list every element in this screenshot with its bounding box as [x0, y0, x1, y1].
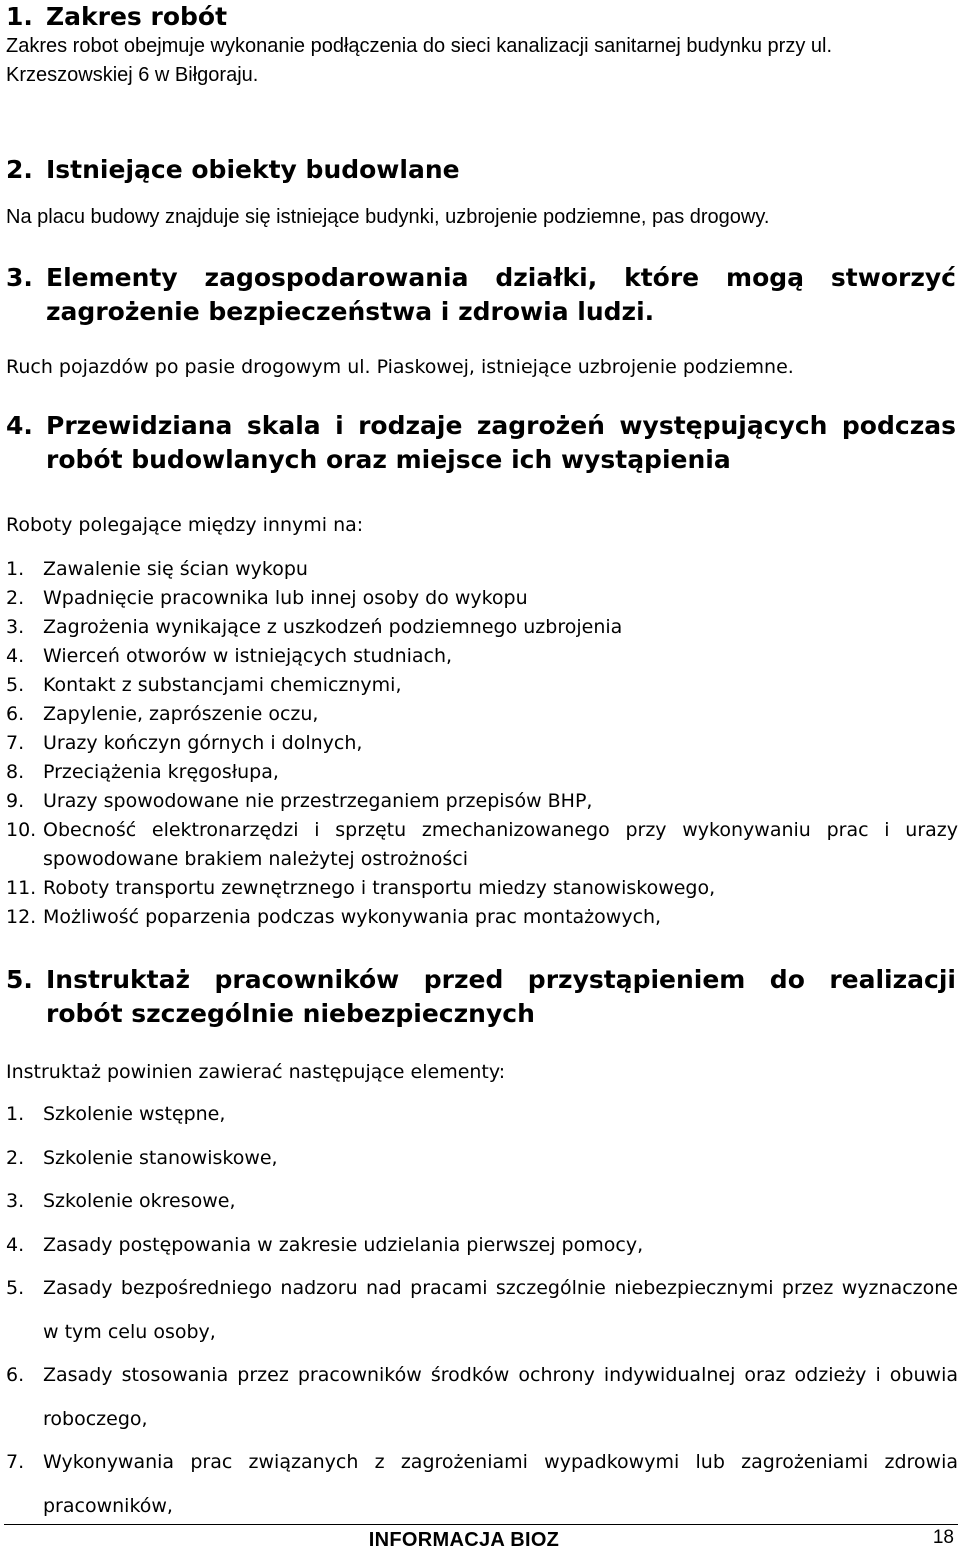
item-number: 10. — [6, 819, 37, 841]
list-item — [6, 613, 958, 642]
item-number: 3. — [6, 616, 25, 638]
section-number: 1. — [6, 2, 33, 31]
footer-rule — [4, 1524, 958, 1525]
page-number: 18 — [932, 1527, 954, 1548]
item-number: 12. — [6, 906, 37, 928]
item-number: 6. — [6, 1364, 25, 1386]
list-item — [6, 758, 958, 787]
list-item — [6, 555, 958, 584]
list-item — [6, 874, 958, 903]
item-text: Roboty transportu zewnętrznego i transportu miedzy stanowiskowego, — [43, 877, 716, 899]
section-title: Elementy zagospodarowania działki, które mogą stworzyć zagrożenie bezpieczeństwa i zdrowia ludzi. — [46, 263, 956, 326]
section-1-body: Zakres robot obejmuje wykonanie podłączenia do sieci kanalizacji sanitarnej budynku przy ul. Krzeszowskiej 6 w Biłgoraju. — [6, 35, 833, 86]
item-text: Wpadnięcie pracownika lub innej osoby do wykopu — [43, 587, 528, 609]
section-number: 4. — [6, 411, 33, 440]
list-item — [6, 642, 958, 671]
item-text: Obecność elektronarzędzi i sprzętu zmechanizowanego przy wykonywaniu prac i urazy spowodowane brakiem należytej ostrożności — [43, 819, 958, 870]
list-item — [6, 1354, 958, 1441]
list-item — [6, 1224, 958, 1268]
item-number: 1. — [6, 558, 25, 580]
list-item — [6, 1137, 958, 1181]
list-item — [6, 1093, 958, 1137]
list-item — [6, 816, 958, 874]
item-text: Wierceń otworów w istniejących studniach, — [43, 645, 453, 667]
section-title: Zakres robót — [46, 2, 228, 31]
item-number: 2. — [6, 587, 25, 609]
item-text: Zasady stosowania przez pracowników środków ochrony indywidualnej oraz odzieży i obuwia roboczego, — [43, 1364, 958, 1430]
item-number: 9. — [6, 790, 25, 812]
list-item — [6, 1441, 958, 1528]
item-text: Szkolenie stanowiskowe, — [43, 1146, 278, 1169]
section-3-heading — [6, 261, 956, 329]
item-number: 7. — [6, 1451, 25, 1473]
section-2-heading — [6, 153, 956, 187]
section-4-heading — [6, 409, 956, 477]
item-number: 4. — [6, 645, 25, 667]
item-text: Zasady postępowania w zakresie udzielania pierwszej pomocy, — [43, 1233, 644, 1256]
training-list — [6, 1093, 958, 1528]
item-text: Szkolenie okresowe, — [43, 1190, 236, 1212]
list-item — [6, 787, 958, 816]
item-number: 5. — [6, 1277, 25, 1299]
item-text: Wykonywania prac związanych z zagrożeniami wypadkowymi lub zagrożeniami zdrowia pracowników, — [43, 1451, 958, 1517]
section-title: Istniejące obiekty budowlane — [46, 155, 460, 184]
item-text: Zapylenie, zaprószenie oczu, — [43, 703, 319, 725]
item-number: 6. — [6, 703, 25, 725]
item-number: 11. — [6, 877, 37, 899]
footer-title: INFORMACJA BIOZ — [368, 1529, 560, 1551]
section-title: Instruktaż pracowników przed przystąpieniem do realizacji robót szczególnie niebezpiecznych — [46, 965, 956, 1028]
item-text: Zagrożenia wynikające z uszkodzeń podziemnego uzbrojenia — [43, 616, 623, 638]
list-item — [6, 1267, 958, 1354]
section-1-heading — [6, 0, 956, 34]
list-item — [6, 584, 958, 613]
list-item — [6, 700, 958, 729]
item-number: 3. — [6, 1190, 25, 1212]
item-number: 5. — [6, 674, 25, 696]
section-number: 5. — [6, 965, 33, 994]
section-5-heading — [6, 963, 956, 1031]
item-text: Zasady bezpośredniego nadzoru nad pracami szczególnie niebezpiecznymi przez wyznaczone w tym celu osoby, — [43, 1277, 958, 1343]
section-number: 3. — [6, 263, 33, 292]
list-item — [6, 671, 958, 700]
item-text: Urazy kończyn górnych i dolnych, — [43, 732, 363, 754]
item-text: Urazy spowodowane nie przestrzeganiem przepisów BHP, — [43, 790, 593, 812]
item-text: Kontakt z substancjami chemicznymi, — [43, 674, 402, 696]
item-text: Zawalenie się ścian wykopu — [43, 558, 308, 580]
section-2-body: Na placu budowy znajduje się istniejące budynki, uzbrojenie podziemne, pas drogowy. — [6, 206, 770, 228]
item-text: Możliwość poparzenia podczas wykonywania prac montażowych, — [43, 906, 662, 928]
item-number: 7. — [6, 732, 25, 754]
item-number: 1. — [6, 1103, 25, 1125]
section-5-intro: Instruktaż powinien zawierać następujące elementy: — [6, 1061, 506, 1083]
section-3-body: Ruch pojazdów po pasie drogowym ul. Piaskowej, istniejące uzbrojenie podziemne. — [6, 356, 794, 378]
section-title: Przewidziana skala i rodzaje zagrożeń występujących podczas robót budowlanych oraz miejsce ich wystąpienia — [46, 411, 956, 474]
section-4-intro: Roboty polegające między innymi na: — [6, 514, 364, 536]
item-number: 4. — [6, 1233, 25, 1256]
list-item — [6, 729, 958, 758]
item-text: Przeciążenia kręgosłupa, — [43, 761, 279, 783]
list-item — [6, 1180, 958, 1224]
item-number: 8. — [6, 761, 25, 783]
item-text: Szkolenie wstępne, — [43, 1103, 226, 1125]
list-item — [6, 903, 958, 932]
item-number: 2. — [6, 1146, 25, 1169]
hazards-list — [6, 555, 958, 932]
section-number: 2. — [6, 155, 33, 184]
